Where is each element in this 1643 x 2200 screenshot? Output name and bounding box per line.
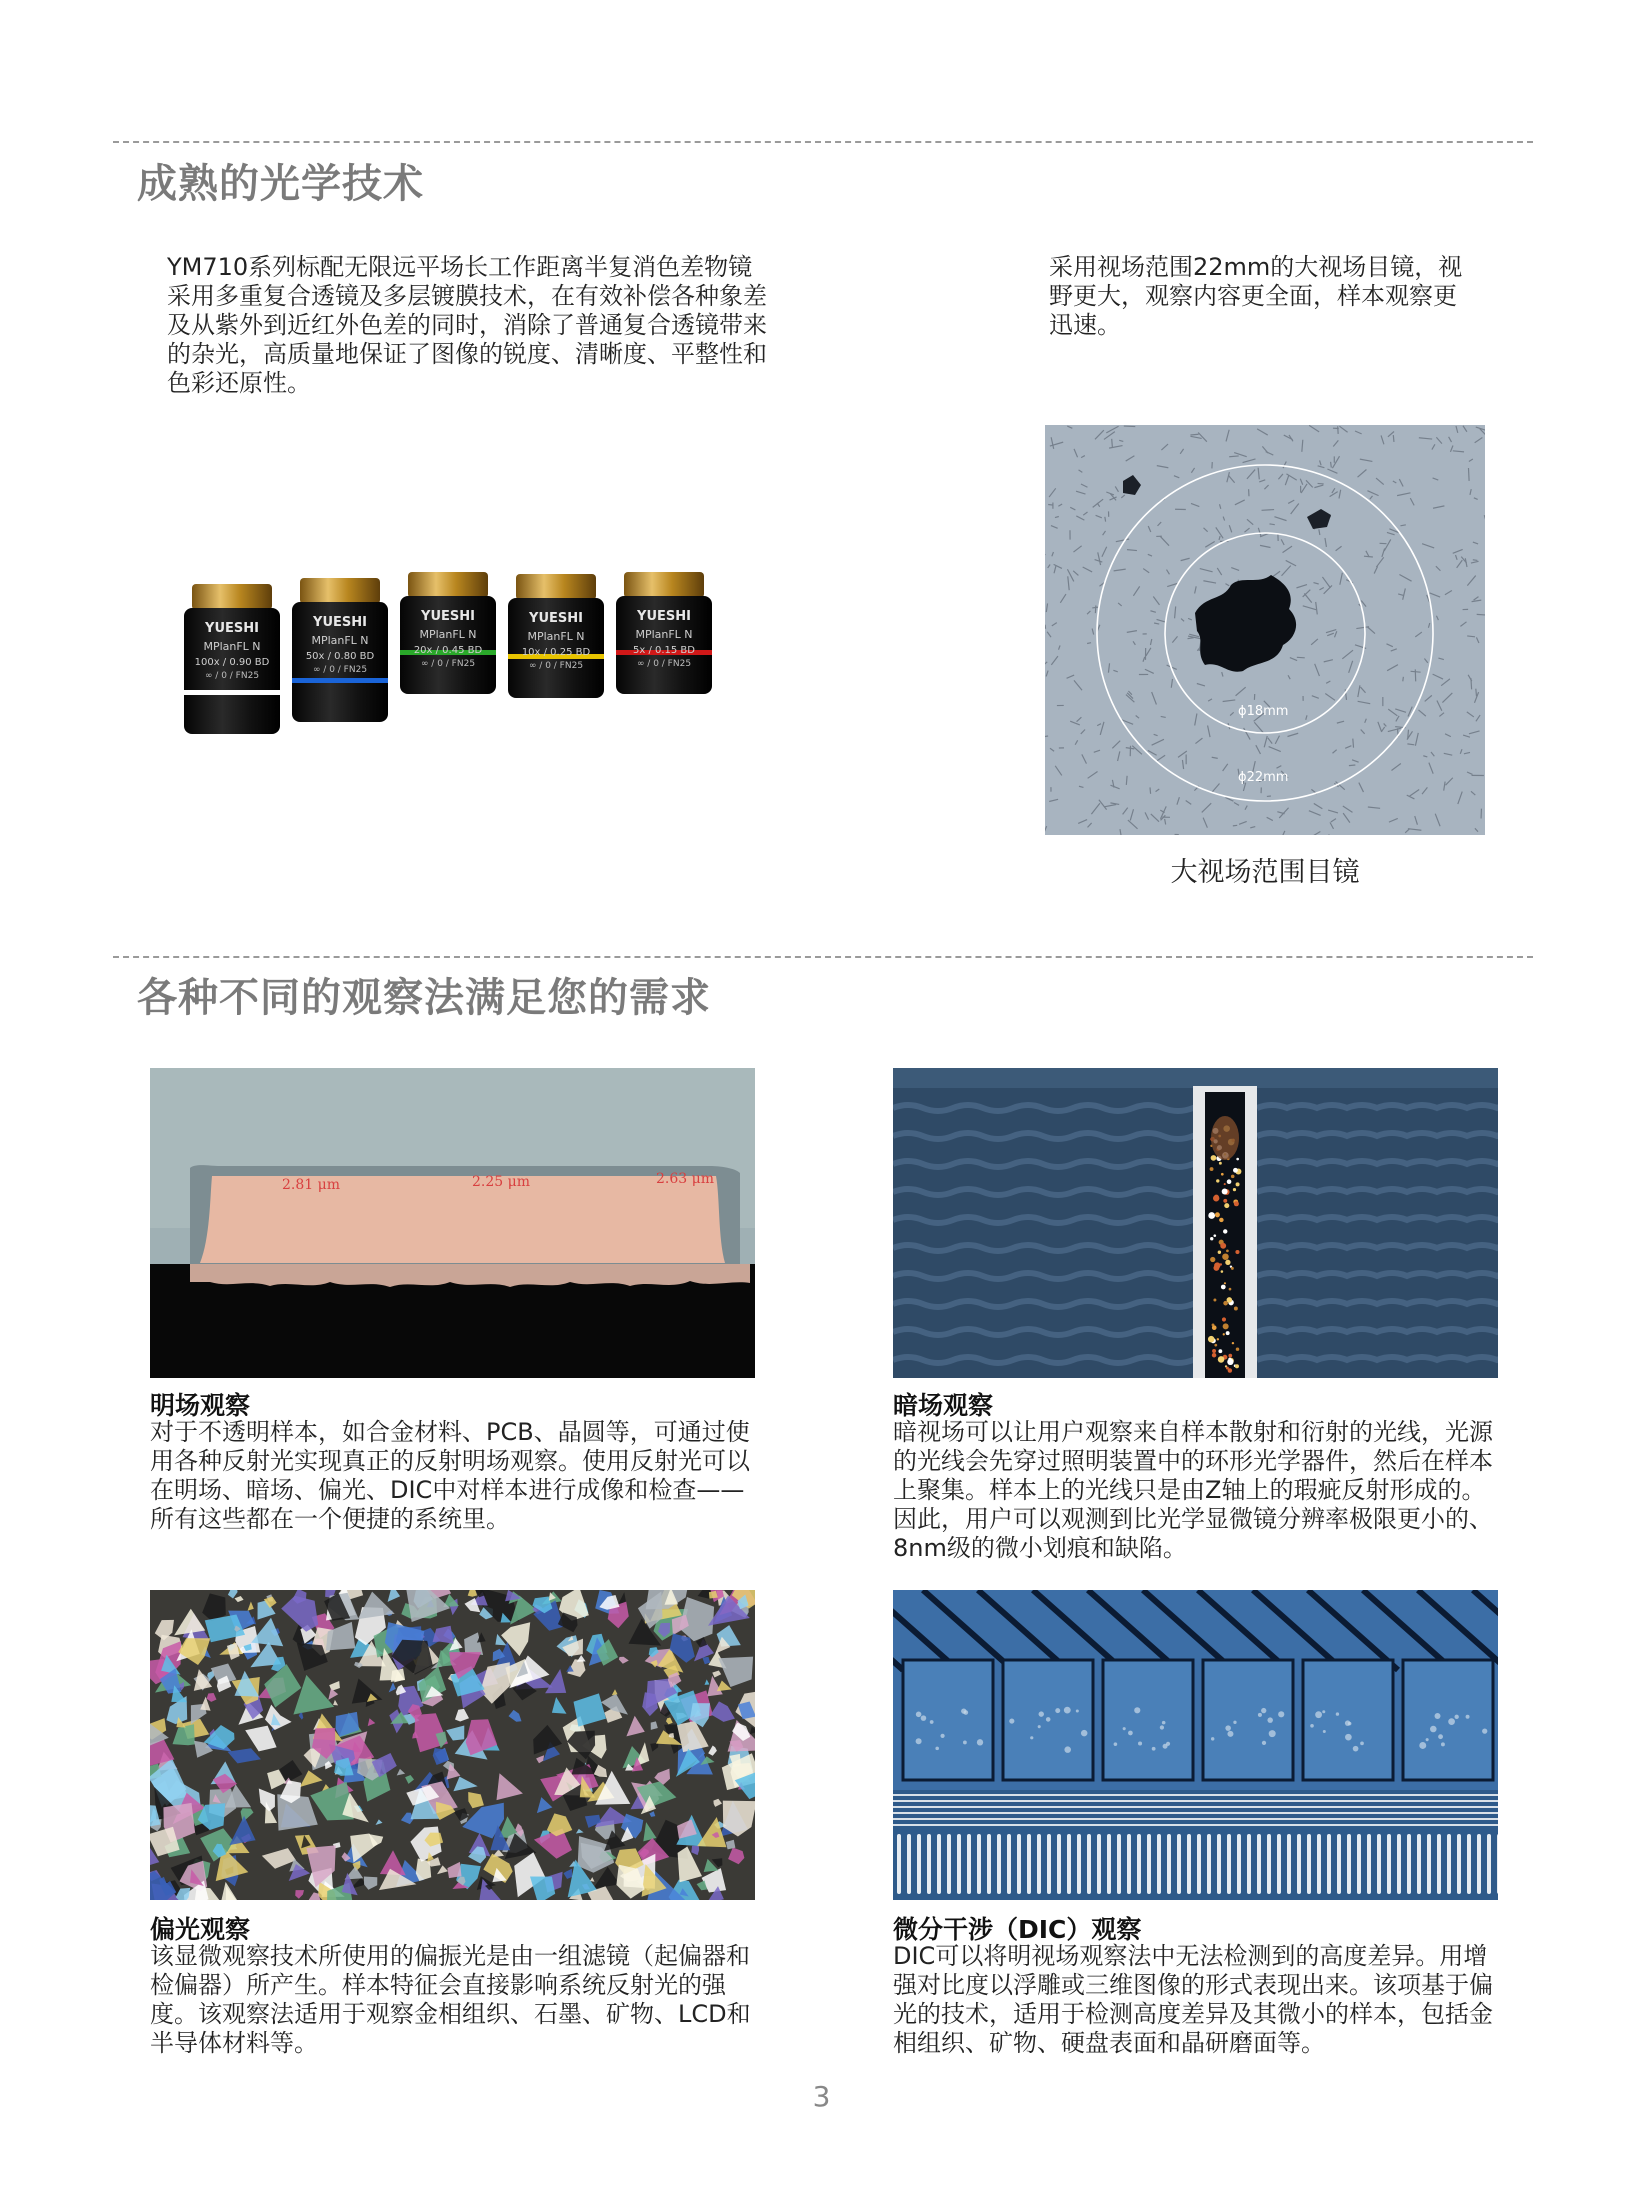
wide-field-eyepiece-image — [1045, 425, 1485, 835]
objective-spec: 50x / 0.80 BD — [305, 651, 375, 662]
objective-brand: YUESHI — [313, 615, 367, 630]
objective-lens-4 — [508, 574, 604, 698]
objective-model: MPlanFL N — [203, 640, 261, 653]
objective-model: MPlanFL N — [419, 628, 477, 641]
dic-description: DIC可以将明视场观察法中无法检测到的高度差异。用增强对比度以浮雕或三维图像的形式表现出来。该项基于偏光的技术，适用于检测高度差异及其微小的样本，包括金相组织、矿物、硬盘表面和晶研磨面等。 — [893, 1942, 1493, 2057]
objective-brand: YUESHI — [421, 609, 475, 624]
objective-spec-2: ∞ / 0 / FN25 — [312, 665, 368, 675]
polarized-description: 该显微观察技术所使用的偏振光是由一组滤镜（起偏器和检偏器）所产生。样本特征会直接影响系统反射光的强度。该观察法适用于观察金相组织、石墨、矿物、LCD和半导体材料等。 — [150, 1942, 751, 2057]
eyepiece-description: 采用视场范围22mm的大视场目镜，视野更大，观察内容更全面，样本观察更迅速。 — [1049, 253, 1463, 339]
objective-brand: YUESHI — [637, 609, 691, 624]
darkfield-image — [893, 1068, 1498, 1378]
objective-spec-2: ∞ / 0 / FN25 — [528, 661, 584, 671]
section-divider-middle — [113, 956, 1533, 958]
section-divider-top — [113, 141, 1533, 143]
outer-field-label: ϕ22mm — [1238, 770, 1289, 785]
objective-description: YM710系列标配无限远平场长工作距离半复消色差物镜采用多重复合透镜及多层镀膜技术，在有效补偿各种象差及从紫外到近红外色差的同时，消除了普通复合透镜带来的杂光，高质量地保证了图像的锐度、清晰度、平整性和色彩还原性。 — [167, 253, 767, 397]
polarized-image — [150, 1590, 755, 1900]
page-number: 3 — [812, 2080, 831, 2113]
objective-spec: 100x / 0.90 BD — [194, 657, 270, 668]
objective-brand: YUESHI — [205, 621, 259, 636]
objective-lens-1 — [184, 584, 280, 734]
objective-spec: 20x / 0.45 BD — [413, 645, 483, 656]
objective-spec: 10x / 0.25 BD — [521, 647, 591, 658]
section-heading-observation: 各种不同的观察法满足您的需求 — [137, 975, 711, 1021]
brightfield-title: 明场观察 — [150, 1391, 251, 1420]
objective-spec-2: ∞ / 0 / FN25 — [204, 671, 260, 681]
measure-label-3: 2.63 μm — [656, 1171, 714, 1187]
objective-spec: 5x / 0.15 BD — [632, 645, 696, 656]
measure-label-2: 2.25 μm — [472, 1174, 530, 1190]
polarized-title: 偏光观察 — [150, 1915, 251, 1944]
objective-spec-2: ∞ / 0 / FN25 — [420, 659, 476, 669]
dic-title: 微分干涉（DIC）观察 — [893, 1915, 1142, 1944]
brightfield-description: 对于不透明样本，如合金材料、PCB、晶圆等，可通过使用各种反射光实现真正的反射明场观察。使用反射光可以在明场、暗场、偏光、DIC中对样本进行成像和检查——所有这些都在一个便捷的系统里。 — [150, 1418, 750, 1533]
objective-lens-2 — [292, 578, 388, 722]
objective-lens-5 — [616, 572, 712, 694]
brightfield-image — [150, 1068, 755, 1378]
objective-brand: YUESHI — [529, 611, 583, 626]
objective-lens-3 — [400, 572, 496, 694]
inner-field-label: ϕ18mm — [1238, 704, 1289, 719]
section-heading-optics: 成熟的光学技术 — [137, 161, 424, 207]
objective-model: MPlanFL N — [311, 634, 369, 647]
darkfield-title: 暗场观察 — [893, 1391, 994, 1420]
measure-label-1: 2.81 μm — [282, 1177, 340, 1193]
objective-spec-2: ∞ / 0 / FN25 — [636, 659, 692, 669]
objectives-photo — [180, 570, 720, 735]
darkfield-description: 暗视场可以让用户观察来自样本散射和衍射的光线，光源的光线会先穿过照明装置中的环形光学器件，然后在样本上聚集。样本上的光线只是由Z轴上的瑕疵反射形成的。因此，用户可以观测到比光学显微镜分辨率极限更小的、8nm级的微小划痕和缺陷。 — [893, 1418, 1493, 1562]
eyepiece-caption: 大视场范围目镜 — [1170, 857, 1360, 888]
dic-image — [893, 1590, 1498, 1900]
objective-model: MPlanFL N — [527, 630, 585, 643]
objective-model: MPlanFL N — [635, 628, 693, 641]
